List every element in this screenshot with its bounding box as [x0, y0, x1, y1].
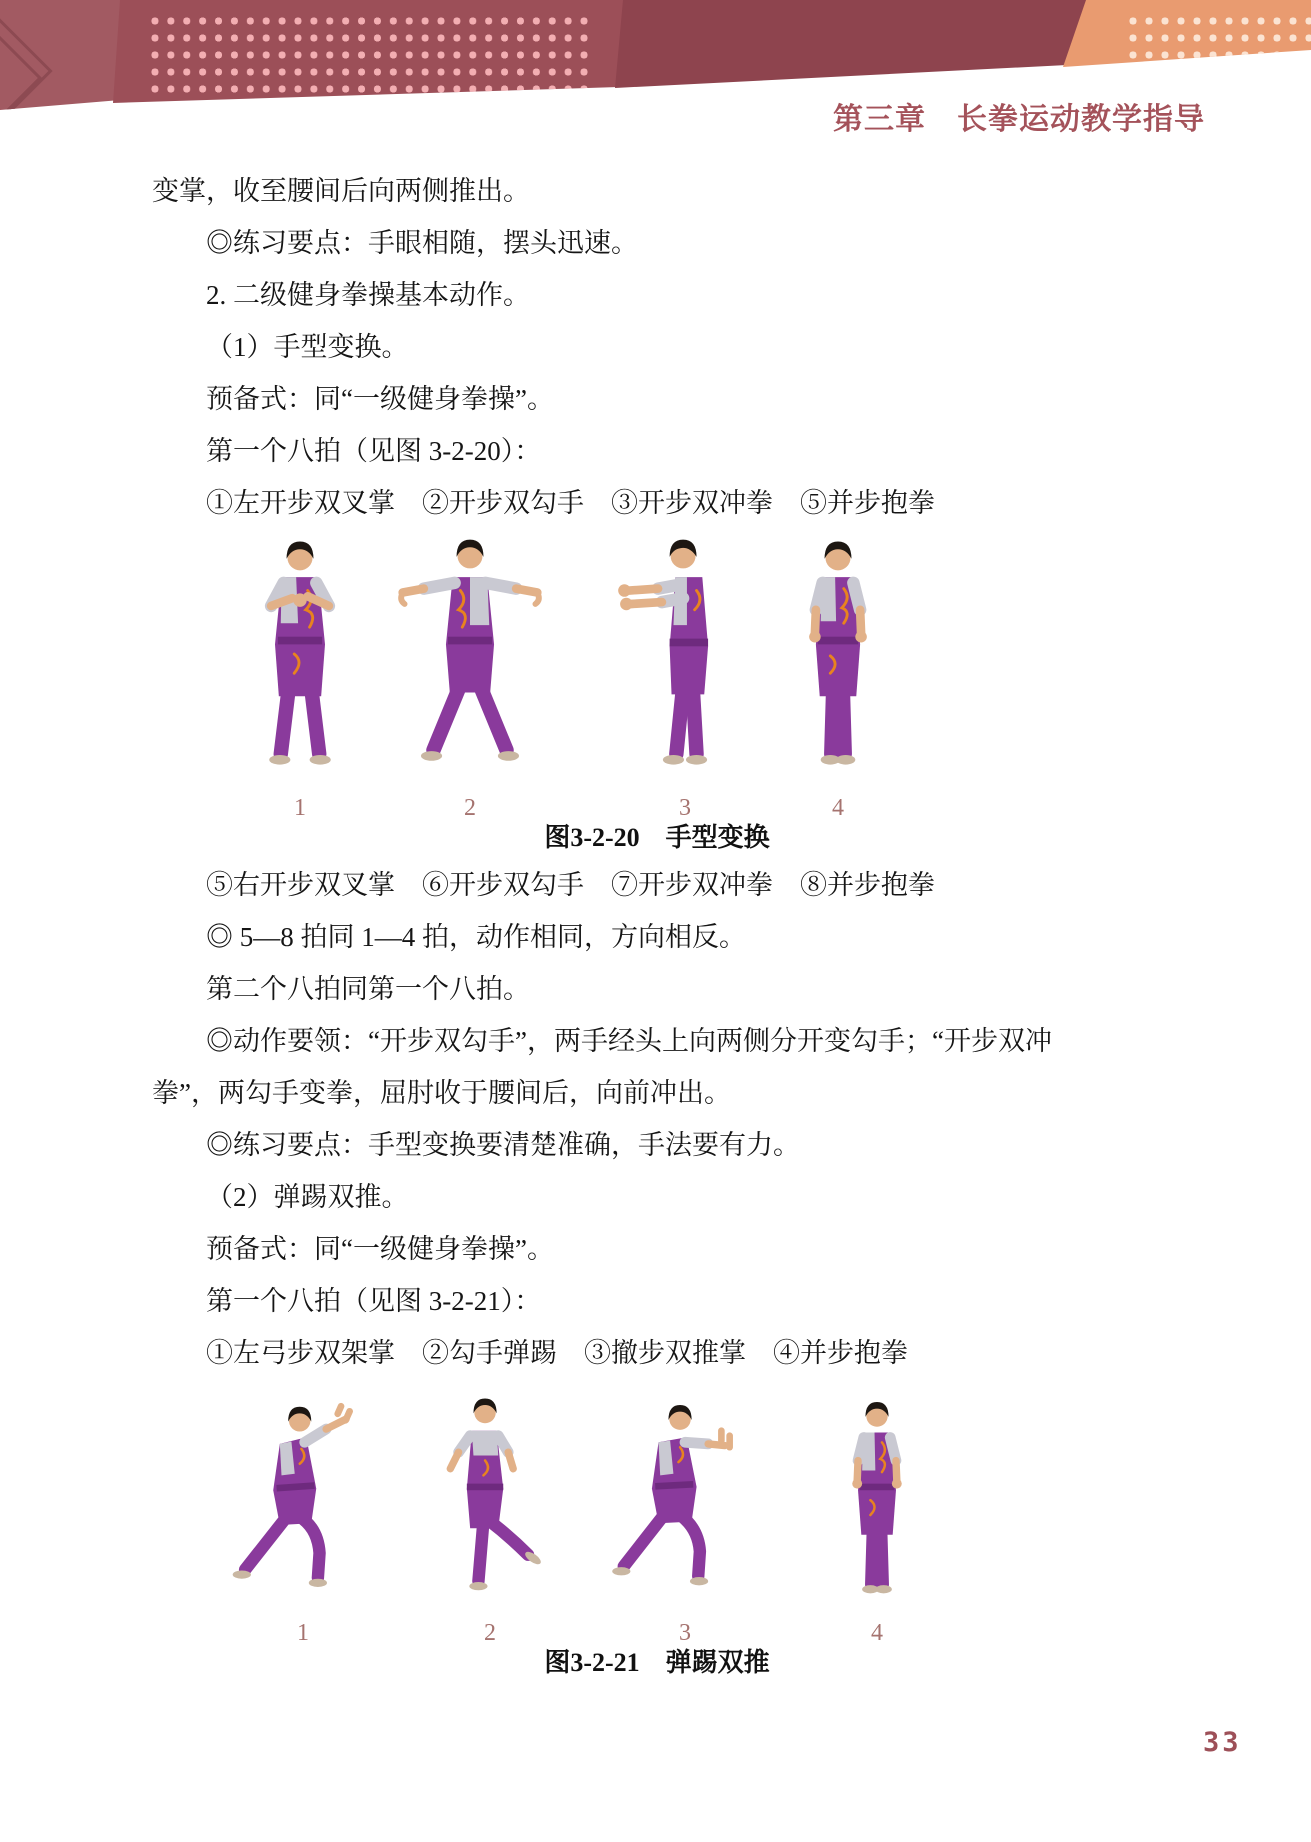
wushu-pose-photo-push-palms — [596, 1391, 774, 1606]
body-line: 拳”，两勾手变拳，屈肘收于腰间后，向前冲出。 — [152, 1078, 731, 1108]
figure-frame — [223, 529, 377, 821]
body-line: ◎动作要领：“开步双勾手”，两手经头上向两侧分开变勾手；“开步双冲 — [206, 1026, 1052, 1056]
cream-dot-pattern — [1128, 13, 1311, 65]
figure-3-2-20 — [152, 529, 1162, 853]
page-body — [152, 165, 1162, 1684]
body-line: （2）弹踢双推。 — [206, 1182, 409, 1212]
body-line: 预备式：同“一级健身拳操”。 — [206, 1234, 554, 1264]
wushu-pose-photo-snap-kick — [401, 1391, 579, 1606]
figure-caption: 图3-2-21 弹踢双推 — [544, 1648, 770, 1677]
body-line: ◎ 5—8 拍同 1—4 拍，动作相同，方向相反。 — [206, 922, 746, 952]
figure-frame — [393, 529, 547, 821]
page-number: 33 — [1203, 1727, 1242, 1758]
body-line: ①左弓步双架掌 ②勾手弹踢 ③撤步双推掌 ④并步抱拳 — [206, 1338, 908, 1368]
body-line: 第一个八拍（见图 3-2-20）： — [206, 436, 542, 466]
figure-photo-row — [152, 529, 1162, 821]
figure-frame — [761, 529, 915, 821]
body-line: 变掌，收至腰间后向两侧推出。 — [152, 176, 530, 206]
chapter-header-title: 第三章 长拳运动教学指导 — [833, 103, 1205, 136]
figure-frame-number: 4 — [871, 1620, 883, 1646]
figure-frame-number: 4 — [832, 795, 844, 821]
pink-dot-pattern — [150, 13, 596, 98]
figure-frame — [596, 1391, 774, 1646]
wushu-pose-photo-bow-stance-palms — [214, 1391, 392, 1606]
figure-frame-number: 1 — [294, 795, 306, 821]
figure-frame — [608, 529, 762, 821]
body-line: 预备式：同“一级健身拳操”。 — [206, 384, 554, 414]
figure-frame — [811, 1391, 943, 1646]
body-line: ◎练习要点：手型变换要清楚准确，手法要有力。 — [206, 1130, 800, 1160]
body-line: （1）手型变换。 — [206, 332, 409, 362]
figure-caption: 图3-2-20 手型变换 — [544, 823, 770, 852]
body-line: ◎练习要点：手眼相随，摆头迅速。 — [206, 228, 638, 258]
body-line: ⑤右开步双叉掌 ⑥开步双勾手 ⑦开步双冲拳 ⑧并步抱拳 — [206, 870, 935, 900]
figure-frame-number: 3 — [679, 1620, 691, 1646]
wushu-pose-photo-cross-palms — [223, 529, 377, 779]
figure-photo-row — [152, 1385, 1162, 1646]
figure-frame — [214, 1391, 392, 1646]
wushu-pose-photo-hook-hands — [393, 529, 547, 779]
figure-3-2-21 — [152, 1385, 1162, 1678]
body-line: 第一个八拍（见图 3-2-21）： — [206, 1286, 542, 1316]
figure-frame-number: 1 — [297, 1620, 309, 1646]
figure-frame — [401, 1391, 579, 1646]
body-line: ①左开步双叉掌 ②开步双勾手 ③开步双冲拳 ⑤并步抱拳 — [206, 488, 935, 518]
body-line: 第二个八拍同第一个八拍。 — [206, 974, 530, 1004]
body-line: 2. 二级健身拳操基本动作。 — [206, 280, 530, 310]
figure-frame-number: 2 — [464, 795, 476, 821]
wushu-pose-photo-attention — [761, 529, 915, 779]
wushu-pose-photo-attention — [811, 1391, 943, 1606]
figure-frame-number: 2 — [484, 1620, 496, 1646]
figure-frame-number: 3 — [679, 795, 691, 821]
wushu-pose-photo-double-punch — [608, 529, 762, 779]
